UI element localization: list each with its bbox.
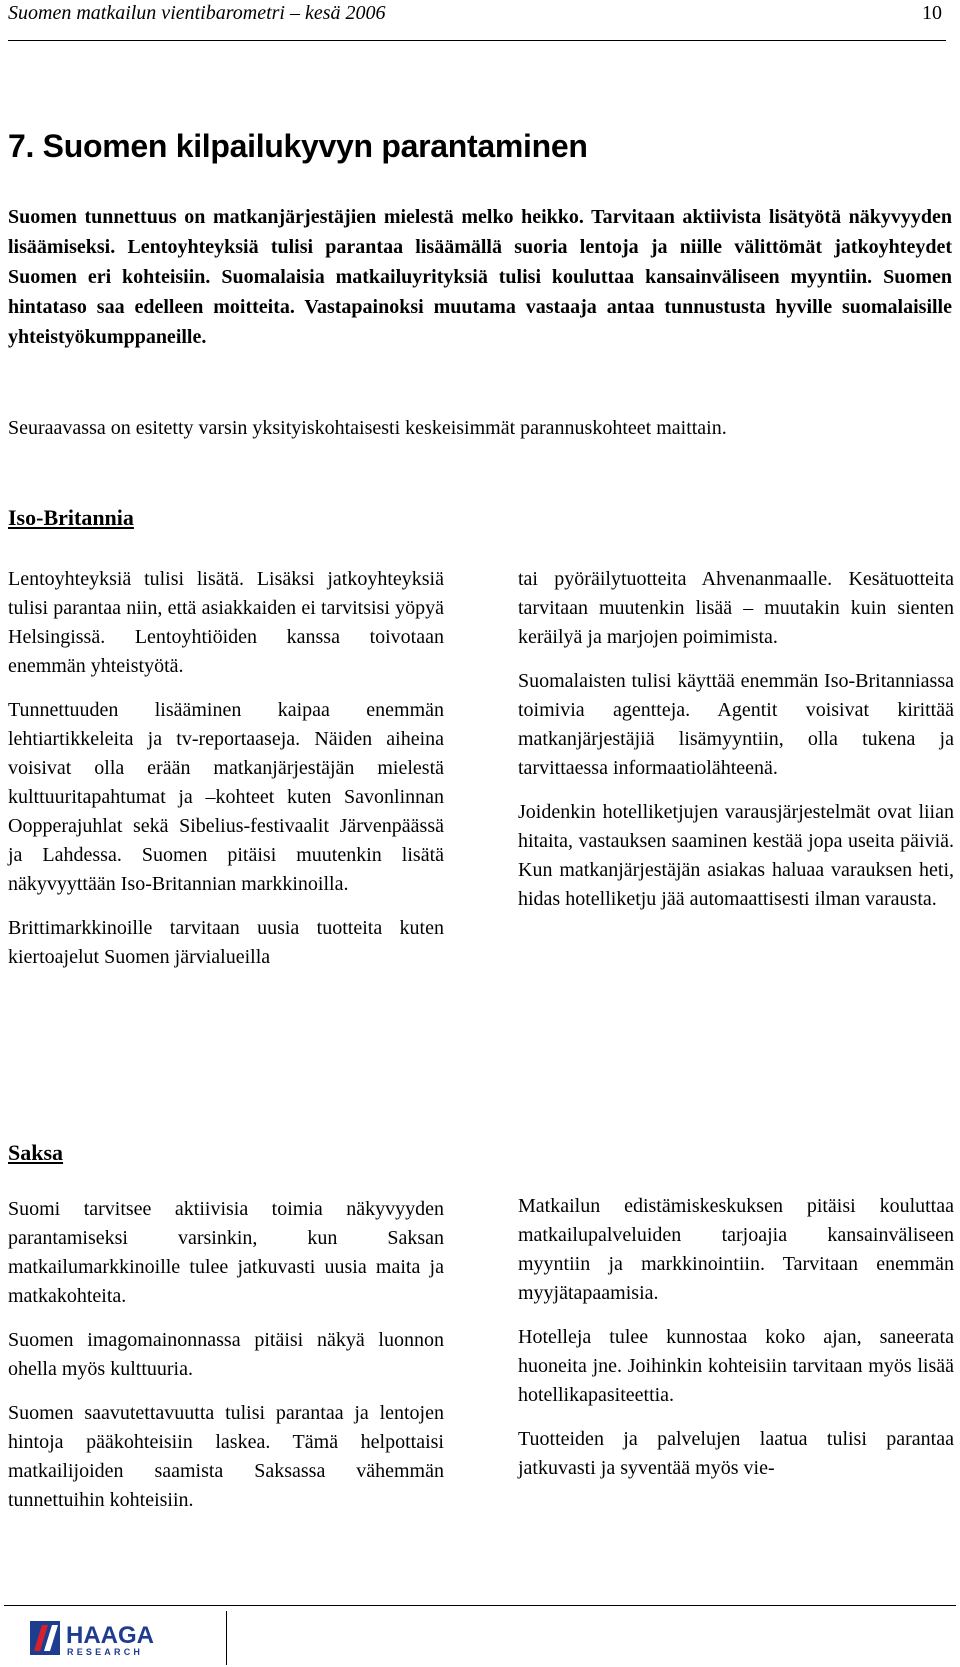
paragraph: Matkailun edistämiskeskuksen pitäisi kouluttaa matkailupalveluiden tarjoajia kansainväliseen myyntiin ja markkinointiin. Tarvitaan enemmän myyjätapaamisia. [518, 1195, 954, 1304]
paragraph: tai pyöräilytuotteita Ahvenanmaalle. Kesätuotteita tarvitaan muutenkin lisää – muutakin kuin sienten keräilyä ja marjojen poimimista. [518, 568, 954, 648]
paragraph: Tunnettuuden lisääminen kaipaa enemmän lehtiartikkeleita ja tv-reportaaseja. Näiden aiheina voisivat olla erään matkanjärjestäjän mielestä kulttuuritapahtumat ja –kohteet kuten Savonlinnan Oopperajuhlat sekä Sibelius-festivaalit Järvenpäässä ja Lahdessa. Suomen pitäisi muutenkin lisätä näkyvyyttään Iso-Britannian markkinoilla. [8, 699, 444, 895]
section-heading-de: Saksa [8, 1140, 64, 1165]
paragraph: Suomen imagomainonnassa pitäisi näkyä luonnon ohella myös kulttuuria. [8, 1329, 444, 1380]
page-number: 10 [922, 2, 942, 24]
logo-subtext: RESEARCH [67, 1647, 144, 1657]
paragraph: Brittimarkkinoille tarvitaan uusia tuotteita kuten kiertoajelut Suomen järvialueilla [8, 917, 444, 968]
chapter-intro: Seuraavassa on esitetty varsin yksityiskohtaisesti keskeisimmät parannuskohteet maittain. [8, 417, 727, 439]
paragraph: Lentoyhteyksiä tulisi lisätä. Lisäksi jatkoyhteyksiä tulisi parantaa niin, että asiakkaiden ei tarvitsisi yöpyä Helsingissä. Lentoyhtiöiden kanssa toivotaan enemmän yhteistyötä. [8, 568, 444, 677]
header-rule [8, 40, 946, 41]
paragraph: Tuotteiden ja palvelujen laatua tulisi parantaa jatkuvasti ja syventää myös vie- [518, 1428, 954, 1479]
haaga-research-logo [28, 1617, 188, 1659]
report-title: Suomen matkailun vientibarometri – kesä 2006 [8, 2, 386, 24]
footer-rule [4, 1605, 956, 1606]
page-header [8, 0, 946, 40]
paragraph: Suomalaisten tulisi käyttää enemmän Iso-Britanniassa toimivia agentteja. Agentit voisivat kirittää matkanjärjestäjiä lisämyyntiin, olla tukena ja tarvittaessa informaatiolähteenä. [518, 670, 954, 779]
uk-left-column [8, 565, 444, 987]
paragraph: Suomen saavutettavuutta tulisi parantaa ja lentojen hintoja pääkohteisiin laskea. Tämä helpottaisi matkailijoiden saamista Saksassa vähemmän tunnettuihin kohteisiin. [8, 1402, 444, 1511]
logo-text: HAAGA [66, 1622, 154, 1649]
de-left-column [8, 1195, 444, 1530]
chapter-heading: 7. Suomen kilpailukyvyn parantaminen [8, 128, 588, 164]
paragraph: Hotelleja tulee kunnostaa koko ajan, saneerata huoneita jne. Joihinkin kohteisiin tarvitaan myös lisää hotellikapasiteettia. [518, 1326, 954, 1406]
section-heading-uk: Iso-Britannia [8, 505, 134, 530]
chapter-summary: Suomen tunnettuus on matkanjärjestäjien mielestä melko heikko. Tarvitaan aktiivista lisätyötä näkyvyyden lisäämiseksi. Lentoyhteyksiä tulisi parantaa lisäämällä suoria lentoja ja niille välittömät jatkoyhteydet Suomen eri kohteisiin. Suomalaisia matkailuyrityksiä tulisi kouluttaa kansainväliseen myyntiin. Suomen hintataso saa edelleen moitteita. Vastapainoksi muutama vastaaja antaa tunnustusta hyville suomalaisille yhteistyökumppaneille. [8, 206, 952, 348]
uk-right-column [518, 565, 954, 929]
paragraph: Suomi tarvitsee aktiivisia toimia näkyvyyden parantamiseksi varsinkin, kun Saksan matkailumarkkinoille tulee jatkuvasti uusia maita ja matkakohteita. [8, 1198, 444, 1307]
paragraph: Joidenkin hotelliketjujen varausjärjestelmät ovat liian hitaita, vastauksen saaminen kestää jopa useita päiviä. Kun matkanjärjestäjän asiakas haluaa varauksen heti, hidas hotelliketju jää automaattisesti ilman varausta. [518, 801, 954, 910]
de-right-column [518, 1192, 954, 1498]
